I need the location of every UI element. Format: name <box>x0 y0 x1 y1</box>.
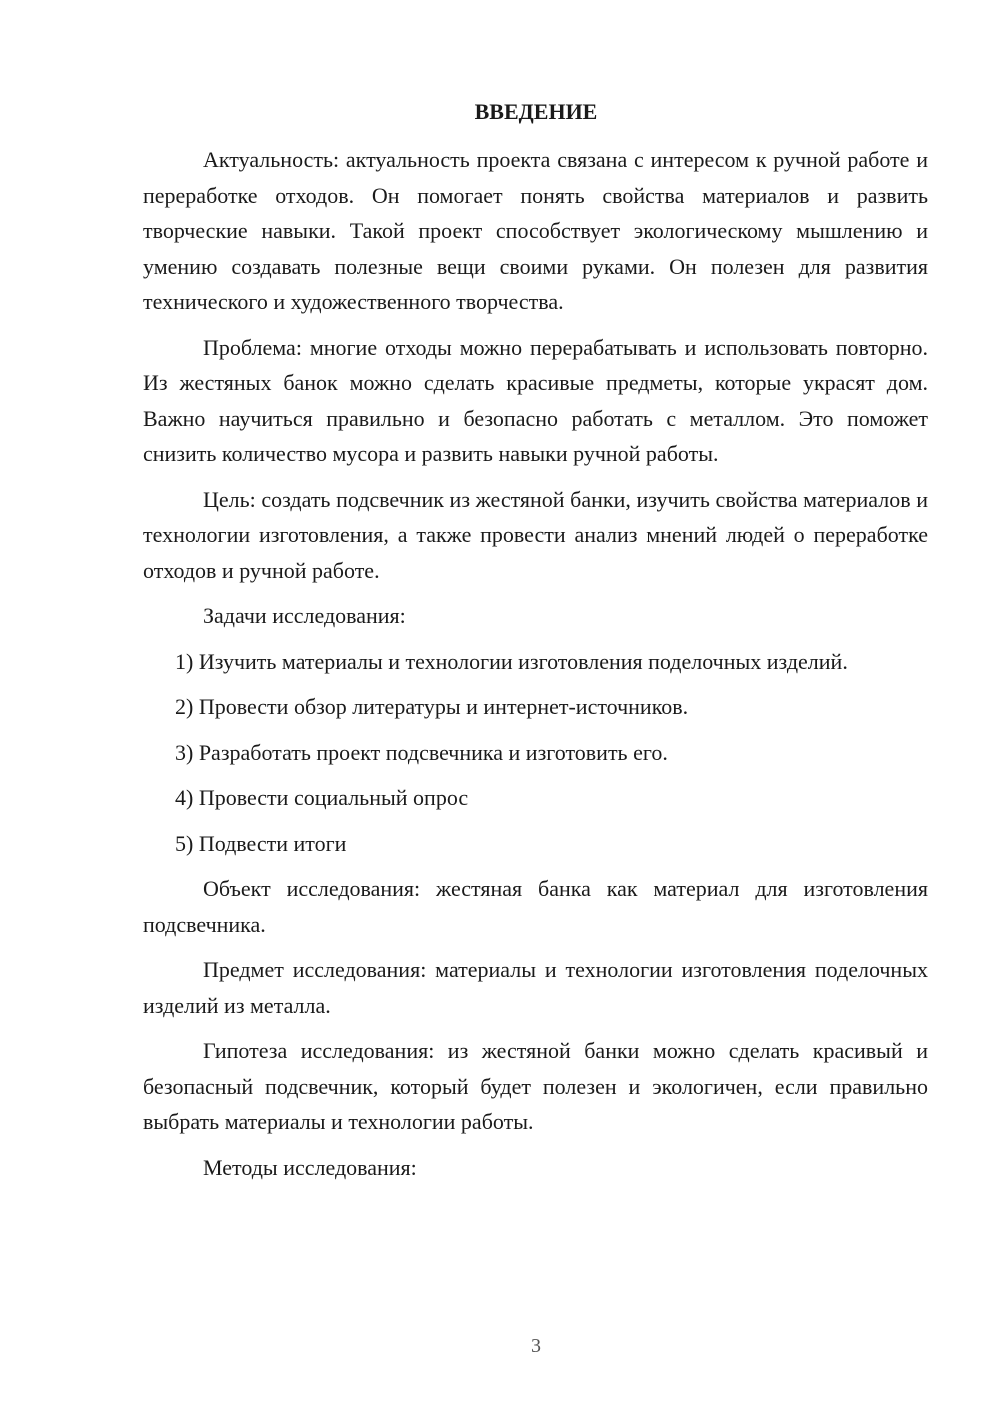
document-body <box>143 142 928 1185</box>
task-item: 3) Разработать проект подсвечника и изготовить его. <box>175 739 668 765</box>
methods-heading: Методы исследования: <box>203 1154 417 1180</box>
object-paragraph: Объект исследования: жестяная банка как материал для изготовления подсвечника. <box>143 876 928 937</box>
task-item: 2) Провести обзор литературы и интернет-источников. <box>175 694 689 719</box>
subject-paragraph: Предмет исследования: материалы и технологии изготовления поделочных изделий из металла. <box>143 957 928 1018</box>
task-item: 5) Подвести итоги <box>175 830 347 856</box>
tasks-heading: Задачи исследования: <box>203 603 406 628</box>
page-title: ВВЕДЕНИЕ <box>474 99 598 124</box>
hypothesis-paragraph: Гипотеза исследования: из жестяной банки можно сделать красивый и безопасный подсвечник, который будет полезен и экологичен, если правильно выбрать материалы и технологии работы. <box>143 1038 928 1134</box>
tasks-list <box>143 644 928 862</box>
task-item: 4) Провести социальный опрос <box>175 785 469 810</box>
task-item: 1) Изучить материалы и технологии изготовления поделочных изделий. <box>175 648 848 674</box>
page-number: 3 <box>531 1335 541 1357</box>
relevance-paragraph: Актуальность: актуальность проекта связана с интересом к ручной работе и переработке отходов. Он помогает понять свойства материалов и развить творческие навыки. Такой проект способствует экологическому мышлению и умению создавать полезные вещи своими руками. Он полезен для развития технического и художественного творчества. <box>143 147 928 314</box>
problem-paragraph: Проблема: многие отходы можно перерабатывать и использовать повторно. Из жестяных банок можно сделать красивые предметы, которые украсят дом. Важно научиться правильно и безопасно работать с металлом. Это поможет снизить количество мусора и развить навыки ручной работы. <box>143 334 928 466</box>
goal-paragraph: Цель: создать подсвечник из жестяной банки, изучить свойства материалов и технологии изготовления, а также провести анализ мнений людей о переработке отходов и ручной работе. <box>143 486 928 583</box>
